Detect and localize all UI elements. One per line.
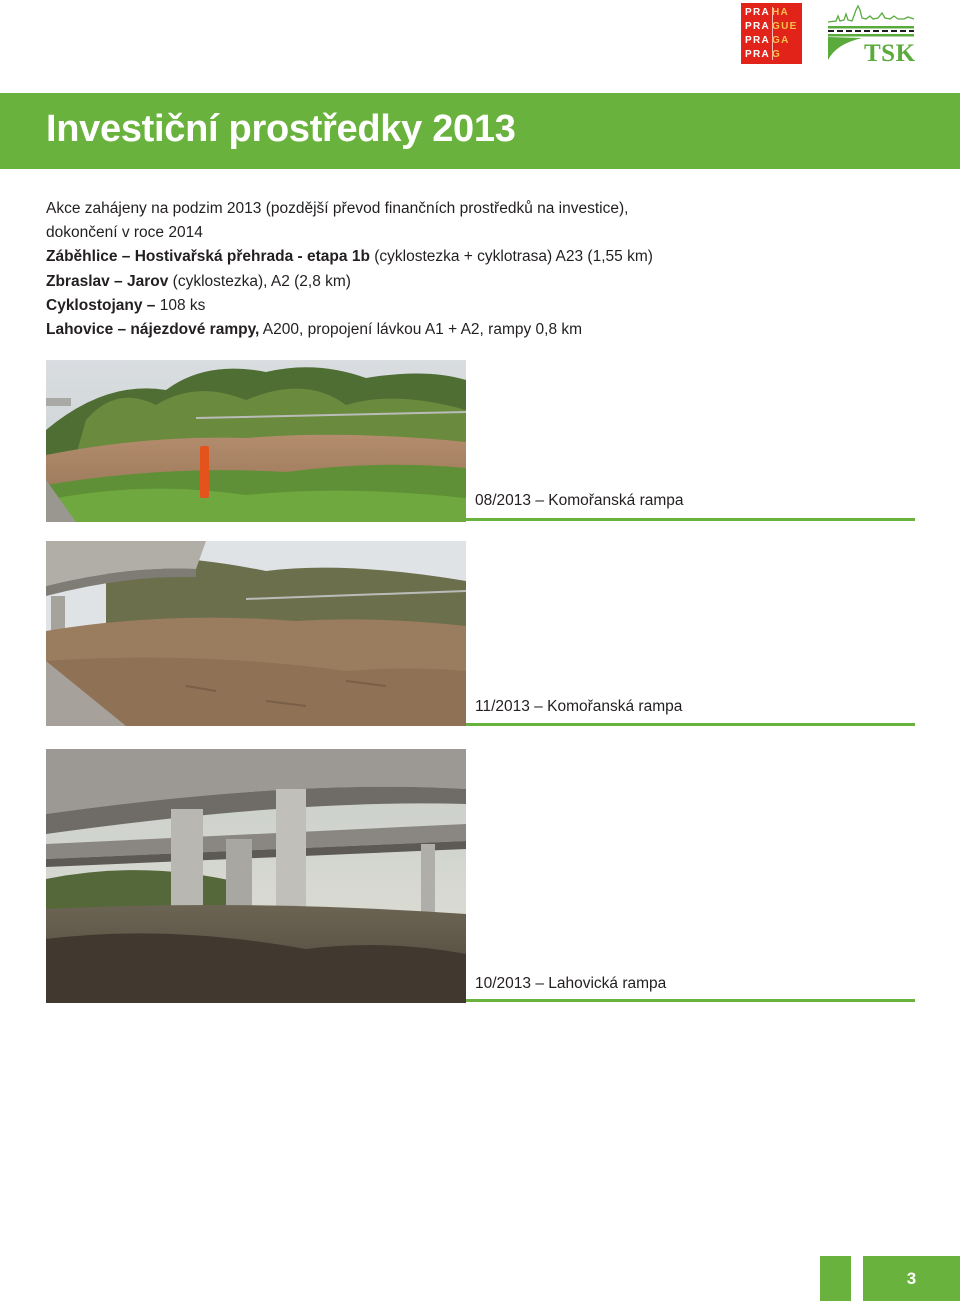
praha-logo-text: GA (772, 35, 790, 46)
praha-logo (741, 3, 802, 64)
intro-text (46, 197, 926, 342)
praha-logo-text: GUE (772, 21, 798, 32)
photo-komoranska-11 (46, 541, 466, 726)
project-item (46, 294, 926, 318)
page-title: Investiční prostředky 2013 (46, 108, 516, 150)
project-name: Zbraslav – Jarov (46, 272, 169, 290)
page-marker (820, 1256, 851, 1301)
praha-logo-text: PRA (745, 49, 771, 60)
project-name: Cyklostojany – (46, 296, 156, 314)
photo-caption: 10/2013 – Lahovická rampa (475, 975, 667, 992)
caption-rule (466, 999, 915, 1002)
intro-line: dokončení v roce 2014 (46, 224, 203, 242)
project-detail: A200, propojení lávkou A1 + A2, rampy 0,8 km (259, 321, 583, 339)
praha-logo-text: PRA (745, 7, 771, 18)
tsk-logo-text: TSK (864, 40, 916, 67)
photo-lahovicka-10 (46, 749, 466, 1003)
page-number: 3 (863, 1256, 960, 1301)
project-detail: (cyklostezka + cyklotrasa) A23 (1,55 km) (369, 248, 653, 266)
tsk-logo (826, 4, 916, 67)
project-detail: (cyklostezka), A2 (2,8 km) (168, 272, 351, 290)
project-item (46, 245, 926, 269)
praha-logo-text: PRA (745, 35, 771, 46)
photo-caption: 11/2013 – Komořanská rampa (475, 698, 683, 715)
project-name: Záběhlice – Hostivařská přehrada - etapa 1b (46, 248, 370, 266)
project-name: Lahovice – nájezdové rampy, (46, 321, 260, 339)
intro-line: Akce zahájeny na podzim 2013 (pozdější převod finančních prostředků na investice), (46, 200, 629, 217)
praha-logo-text: HA (772, 7, 790, 18)
photo-caption: 08/2013 – Komořanská rampa (475, 492, 684, 509)
praha-logo-text: G (772, 49, 782, 60)
project-item (46, 270, 926, 294)
praha-logo-text: PRA (745, 21, 771, 32)
project-detail: 108 ks (155, 296, 206, 314)
caption-rule (466, 723, 915, 726)
caption-rule (466, 518, 915, 521)
project-item (46, 318, 926, 342)
photo-komoranska-08 (46, 360, 466, 522)
